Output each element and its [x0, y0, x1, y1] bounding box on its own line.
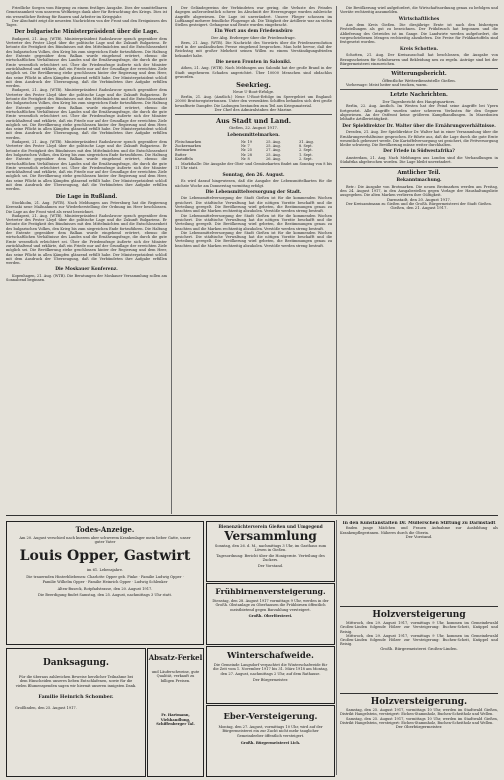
- headline: Der Spieldirektor Dr. Walter über die Ernährungsverhältnisse.: [342, 123, 496, 129]
- article-text: Dresden, 21. Aug. Der Spieldirektor Dr. Walter hat in einer Versammlung über die Ernährungsverhältnisse gesprochen. Er führte aus, daß die Lage durch die gute Ernte wesentlich gebessert werde. Die Kartoffelversorgung sei gesichert, die Fettversorgung bleibe schwierig. Die Bevölkerung müsse weiter durchhalten.: [340, 130, 498, 148]
- pasture-title: Winterschafweide.: [227, 650, 314, 660]
- mourners: Die trauernden Hinterbliebenen: Charlotte Opper geb. Finke · Familie Ludwig Opper · Familie Wilhelm Opper · Familie Heinrich Opper · Ludwig Schlenker: [26, 575, 184, 584]
- wood-auction-title: Holzversteigerung: [372, 610, 466, 620]
- table-cell: Nr. 7: [240, 143, 250, 148]
- wood-auction-ad-1: [340, 606, 498, 691]
- headline: Die Lage in Rußland.: [55, 193, 118, 200]
- thanks-signature: Familie Heinrich Schomber.: [38, 694, 114, 701]
- headline: Ein Wort aus dem Friedensbüro: [214, 29, 293, 35]
- column-1: [6, 6, 167, 514]
- article-text: Betr.: Die Ausgabe von Brotmarken. Die neuen Brotmarken werden am Freitag, den 24. August 1917, in den Ausgabestellen gegen Vorlage der Haushaltungsliste ausgegeben. Die alten Marken verlieren ihre Gültigkeit.: [340, 184, 498, 198]
- divider: [175, 114, 332, 115]
- wood-auction-text: Samstag, den 25. August 1917, vormittags 10 Uhr, werden im Stadtwald Gießen, Distrikt Hangelstein, versteigert: Eichen-Stammholz, Buchen-Scheitholz und Wellen.: [340, 716, 498, 725]
- column-2: [175, 6, 332, 514]
- meeting-title: Versammlung: [224, 529, 317, 543]
- headline: Letzte Nachrichten.: [390, 92, 448, 99]
- piglet-ad-title: Absatz-Ferkel: [148, 653, 203, 662]
- meeting-signature: Der Vorstand.: [257, 563, 284, 568]
- dateline: Gießen, 22. August 1917.: [229, 125, 278, 131]
- subheadline: Der Tagesbericht des Hauptquartiers.: [382, 98, 456, 104]
- article-text: Budapest, 21. Aug. (WTB). Ministerpräsident Radoslawow sprach gegenüber dem Vertreter des Pester Lloyd über die politische Lage und die Zukunft Bulgariens. Er betonte die Festigkeit des Bündnisses mit den Mittelmächten und die Entschlossenheit des bulgarischen Volkes, den Krieg bis zum siegreichen Ende fortzuführen. Die Haltung der Entente gegenüber dem Balkan wurde eingehend erörtert, ebenso die wirtschaftlichen Verhältnisse des Landes und die Ernährungsfrage, die durch die gute Ernte wesentlich erleichtert sei. Über die Friedensfrage äußerte sich der Minister zurückhaltend und erklärte, daß ein Friede nur auf der Grundlage der erreichten Ziele möglich sei. Die Bevölkerung stehe geschlossen hinter der Regierung und dem Heer, das seine Pflicht in allen Kämpfen glänzend erfüllt habe. Der Ministerpräsident schloß mit dem Ausdruck der Überzeugung, daß die Verbündeten ihre Aufgabe erfüllen werden.: [6, 213, 167, 266]
- article-text: Die Lebensmittelversorgung der Stadt Gießen ist für die kommenden Wochen gesichert. Die städtische Verwaltung hat die nötigen Vorräte beschafft und die Verteilung geregelt. Die Bevölkerung wird gebeten, die Bestimmungen genau zu beachten und die Marken rechtzeitig abzuholen. Verstöße werden streng bestraft.: [175, 230, 332, 248]
- headline: Wirtschaftliches: [398, 16, 440, 22]
- table-cell: Butter: [175, 152, 187, 157]
- pear-auction-ad: [206, 583, 335, 645]
- deceased-name: Louis Opper, Gastwirt: [19, 547, 191, 564]
- table-row: [175, 157, 332, 161]
- divider: [340, 68, 498, 69]
- boar-auction-text: Montag, den 27. August, vormittags 10 Uhr, wird auf der Bürgermeisterei ein zur Zucht nicht mehr tauglicher Gemeindeeber öffentlich versteigert.: [218, 725, 323, 738]
- article-text: Kopenhagen, 21. Aug. (WTB). Die Beratungen der Moskauer Versammlung sollen am Sonnabend beginnen.: [6, 274, 167, 283]
- pasture-signature: Der Bürgermeister.: [252, 678, 289, 683]
- headline: Amtlicher Teil.: [397, 169, 441, 176]
- headline: Kreis Schotten.: [399, 46, 439, 52]
- column-rule: [336, 6, 337, 514]
- pasture-text: Die Gemeinde Langsdorf verpachtet die Winterschafweide für die Zeit vom 1. November 1917 bis 31. März 1918 am Montag, den 27. August, nachmittags 2 Uhr, auf dem Rathause.: [213, 663, 328, 676]
- article-text: Athen, 21. Aug. (WTB). Nach Meldungen aus Saloniki hat der große Brand in der Stadt ungeheuren Schaden angerichtet. Über 10000 Menschen sind obdachlos geworden.: [175, 66, 332, 80]
- thanks-notice: [6, 648, 146, 777]
- death-notice-title: Todes-Anzeige.: [75, 525, 135, 534]
- article-text: Budapest, 21. Aug. (WTB). Ministerpräsident Radoslawow sprach gegenüber dem Vertreter des Pester Lloyd über die politische Lage und die Zukunft Bulgariens. Er betonte die Festigkeit des Bündnisses mit den Mittelmächten und die Entschlossenheit des bulgarischen Volkes, den Krieg bis zum siegreichen Ende fortzuführen. Die Haltung der Entente gegenüber dem Balkan wurde eingehend erörtert, ebenso die wirtschaftlichen Verhältnisse des Landes und die Ernährungsfrage, die durch die gute Ernte wesentlich erleichtert sei. Über die Friedensfrage äußerte sich der Minister zurückhaltend und erklärte, daß ein Friede nur auf der Grundlage der erreichten Ziele möglich sei. Die Bevölkerung stehe geschlossen hinter der Regierung und dem Heer, das seine Pflicht in allen Kämpfen glänzend erfüllt habe. Der Ministerpräsident schloß mit dem Ausdruck der Überzeugung, daß die Verbündeten ihre Aufgabe erfüllen werden.: [6, 140, 167, 192]
- article-text: Die Lebensmittelversorgung der Stadt Gießen ist für die kommenden Wochen gesichert. Die städtische Verwaltung hat die nötigen Vorräte beschafft und die Verteilung geregelt. Die Bevölkerung wird gebeten, die Bestimmungen genau zu beachten und die Marken rechtzeitig abzuholen. Verstöße werden streng bestraft.: [175, 213, 332, 231]
- table-cell: Kartoffeln: [175, 156, 193, 161]
- wood-auction-text: Samstag, den 25. August 1917, vormittags 10 Uhr, werden im Stadtwald Gießen, Distrikt Hangelstein, versteigert: Eichen-Stammholz, Buchen-Scheitholz und Wellen.: [340, 708, 498, 717]
- article-text: Aus dem Kreis Gießen. Die diesjährige Ernte ist nach den bisherigen Feststellungen als gut zu bezeichnen. Der Frühdrusch hat begonnen und die Ablieferung des Getreides ist im Gange. Die Landwirte werden aufgefordert, die vorgeschriebenen Mengen rechtzeitig abzuliefern. Die Preise für Frühkartoffeln sind festgesetzt worden.: [340, 23, 498, 45]
- table-cell: 25. Aug.: [266, 139, 281, 144]
- pear-auction-title: Frühbirnenversteigerung.: [215, 587, 326, 596]
- wood-auction-signature: Großh. Bürgermeisterei Großen-Linden.: [380, 645, 458, 651]
- table-cell: 26. Aug.: [266, 156, 281, 161]
- piglet-ad: [147, 648, 204, 777]
- foundation-notice: [340, 521, 498, 601]
- death-notice-place: Alten-Buseck, Rotpfadstrasse, den 20. August 1917.: [57, 587, 153, 592]
- table-cell: Zuckermarken: [175, 143, 202, 148]
- table-cell: Nr. 8: [240, 156, 250, 161]
- headline: Die Moskauer Konferenz.: [55, 267, 118, 273]
- section-divider: [6, 515, 498, 516]
- article-text: Bern, 21. Aug. (WTB). Die Nachricht des Vorwärts über die Friedensresolution wird in der ausländischen Presse eingehend besprochen. Man hebt hervor, daß der Reichstag mit großer Mehrheit seinen Willen zu einem Verständigungsfrieden bekundet habe.: [175, 40, 332, 58]
- boar-auction-signature: Großh. Bürgermeisterei Lich.: [240, 741, 301, 746]
- article-text: Budapest, 21. Aug. (WTB). Ministerpräsident Radoslawow sprach gegenüber dem Vertreter des Pester Lloyd über die politische Lage und die Zukunft Bulgariens. Er betonte die Festigkeit des Bündnisses mit den Mittelmächten und die Entschlossenheit des bulgarischen Volkes, den Krieg bis zum siegreichen Ende fortzuführen. Die Haltung der Entente gegenüber dem Balkan wurde eingehend erörtert, ebenso die wirtschaftlichen Verhältnisse des Landes und die Ernährungsfrage, die durch die gute Ernte wesentlich erleichtert sei. Über die Friedensfrage äußerte sich der Minister zurückhaltend und erklärte, daß ein Friede nur auf der Grundlage der erreichten Ziele möglich sei. Die Bevölkerung stehe geschlossen hinter der Regierung und dem Heer, das seine Pflicht in allen Kämpfen glänzend erfüllt habe. Der Ministerpräsident schloß mit dem Ausdruck der Überzeugung, daß die Verbündeten ihre Aufgabe erfüllen werden.: [6, 36, 167, 89]
- article-text: Friedliche Sorgen vom Bürgeng zu einem festliges Ausgabe. Dies der unmittelbaren Gemeinsamkeit vom unserem Weltkriegs dank aber für Betrachtung des Kriegs. Dies ist ein wesentlicher Beitrag für Bauern und Arbeiter im Kriegsjahr.: [6, 6, 167, 19]
- headline: Aus Stadt und Land.: [215, 117, 292, 126]
- article-text: Vorhersage: Meist heiter und trocken, warm.: [346, 83, 428, 88]
- column-3: [340, 6, 498, 514]
- wood-auction-title: Holzversteigerung.: [370, 697, 468, 707]
- foundation-text: finden junge Mädchen und Frauen Aufnahme zur Ausbildung als Krankenpflegerinnen. Näheres durch die Oberin.: [340, 526, 498, 535]
- boar-auction-title: Eber-Versteigerung.: [223, 711, 318, 721]
- headline: Sonntag, den 26. August.: [222, 172, 285, 178]
- death-notice: [6, 521, 204, 645]
- byline: Der Chef des Admiralstabes der Marine.: [214, 106, 293, 112]
- table-cell: 25. Aug.: [266, 152, 281, 157]
- headline: Der Friede in Südwestafrika?: [383, 149, 455, 155]
- table-cell: Nr. 25: [240, 148, 252, 153]
- wood-auction-text: Mittwoch, den 29. August 1917, vormittags 9 Uhr, kommen im Gemeindewald Großen-Linden folgende Hölzer zur Versteigerung: Buchen-Scheit, Knüppel und Reisig.: [340, 633, 498, 647]
- thanks-title: Danksagung.: [42, 658, 110, 668]
- table-cell: Fleischmarken: [175, 139, 202, 144]
- article-text: Amsterdam, 21. Aug. Nach Meldungen aus London sind die Verhandlungen in Südafrika abgebrochen worden. Die Lage bleibt unverändert.: [340, 156, 498, 165]
- foundation-title: In den Kunstanstalten Dr. Müllerschen Stiftung zu Darmstadt: [342, 521, 496, 526]
- article-text: Es wird darauf hingewiesen, daß die Ausgabe der Lebensmittelkarten für die nächste Woche am Donnerstag vormittag erfolgt.: [175, 179, 332, 188]
- article-text: Stockholm, 21. Aug. (WTB). Nach Meldungen aus Petersburg hat die Regierung Kerenski neue Maßnahmen zur Wiederherstellung der Ordnung im Heer beschlossen. Die Lage an der Front wird als ernst bezeichnet.: [6, 200, 167, 214]
- article-text: Die Bevölkerung wird aufgefordert, die Wirtschaftsordnung genau zu befolgen und Vorräte rechtzeitig anzumelden.: [340, 6, 498, 15]
- table-cell: 31. Aug.: [299, 139, 314, 144]
- article-text: Berlin, 22. Aug. Amtlich. Im Westen hat der Feind seine Angriffe bei Ypern fortgesetzt. Alle Angriffe wurden unter schweren Verlusten für den Gegner abgewiesen. An der Ostfront keine größeren Kampfhandlungen. In Mazedonien lebhafte Artillerietätigkeit.: [340, 104, 498, 122]
- table-cell: 2. Sept.: [299, 148, 313, 153]
- deceased-age: im 61. Lebensjahre.: [86, 567, 124, 572]
- wood-auction-text: Mittwoch, den 29. August 1917, vormittags 9 Uhr, kommen im Gemeindewald Großen-Linden folgende Hölzer zur Versteigerung: Buchen-Scheit, Knüppel und Reisig.: [340, 621, 498, 634]
- article-text: Schotten, 21. Aug. Der Kreisausschuß hat beschlossen, die Ausgabe von Bezugsscheinen für Schuhwaren und Bekleidung neu zu regeln. Anträge sind bei der Bürgermeisterei einzureichen.: [340, 53, 498, 66]
- table-cell: Nr. 28: [240, 152, 252, 157]
- piglet-ad-signature: Fr. Hartmann, Viehhandlung, Schiffenberger Tal.: [156, 713, 195, 727]
- foundation-signature: Der Vorstand.: [405, 534, 433, 539]
- ration-table: [175, 140, 332, 161]
- pasture-ad: [206, 646, 335, 704]
- headline: Witterungsbericht.: [391, 71, 447, 78]
- subheadline: Der Abg. Erzberger über die Friedensfrage.: [211, 35, 296, 41]
- table-cell: 25. Aug.: [266, 143, 281, 148]
- table-cell: 27. Aug.: [266, 148, 281, 153]
- meeting-agenda: Tagesordnung: Bericht über die Honigernte. Verteilung des Zuckers.: [216, 553, 325, 563]
- thanks-place: Großlinden, den 25. August 1917.: [15, 706, 77, 711]
- headline: Der bulgarische Ministerpräsident über die Lage.: [14, 29, 159, 36]
- subheadline: Neue U-Boot-Erfolge.: [232, 89, 275, 95]
- table-cell: 8. Sept.: [299, 143, 313, 148]
- boar-auction-ad: [206, 705, 335, 777]
- headline: Lebensmittelmarken.: [227, 133, 280, 139]
- article-text: Markthalle: Die Ausgabe der Obst- und Gemüsekarten findet am Sonntag von 8 bis 11 Uhr statt.: [175, 162, 332, 171]
- signature: Gießen, den 21. August 1917.: [390, 205, 448, 211]
- pear-auction-text: Dienstag, den 28. August 1917 vormittags 9 Uhr, werden in der Großh. Obstanlage zu Oberhausen die Frühbirnen öffentlich meistbietend gegen Barzahlung versteigert.: [212, 599, 329, 612]
- column-rule: [336, 520, 337, 775]
- article-text: Der Geländegewinn der Verbündeten war gering, die Verluste des Feindes dagegen außerordentlich schwer. Im Abschnitt der Heeresgruppe wurden zahlreiche Angriffe abgewiesen. Die Lage ist unverändert. Unsere Flieger schossen im Luftkampf mehrere feindliche Flugzeuge ab. Die Tätigkeit der Artillerie war an vielen Stellen gesteigert. Gefangene und Beute wurden eingebracht.: [175, 6, 332, 28]
- article-text: Der Abschnitt zeigt die neuesten Nachrichten von der Front und den Ereignissen des Tages.: [6, 18, 167, 28]
- table-cell: 2. Sept.: [299, 156, 313, 161]
- article-text: Budapest, 21. Aug. (WTB). Ministerpräsident Radoslawow sprach gegenüber dem Vertreter des Pester Lloyd über die politische Lage und die Zukunft Bulgariens. Er betonte die Festigkeit des Bündnisses mit den Mittelmächten und die Entschlossenheit des bulgarischen Volkes, den Krieg bis zum siegreichen Ende fortzuführen. Die Haltung der Entente gegenüber dem Balkan wurde eingehend erörtert, ebenso die wirtschaftlichen Verhältnisse des Landes und die Ernährungsfrage, die durch die gute Ernte wesentlich erleichtert sei. Über die Friedensfrage äußerte sich der Minister zurückhaltend und erklärte, daß ein Friede nur auf der Grundlage der erreichten Ziele möglich sei. Die Bevölkerung stehe geschlossen hinter der Regierung und dem Heer, das seine Pflicht in allen Kämpfen glänzend erfüllt habe. Der Ministerpräsident schloß mit dem Ausdruck der Überzeugung, daß die Verbündeten ihre Aufgabe erfüllen werden.: [6, 88, 167, 140]
- meeting-org: Bienenzüchterverein Gießen und Umgegend: [218, 524, 323, 529]
- headline: Seekrieg.: [236, 81, 271, 90]
- thanks-text: Für die überaus zahlreichen Beweise herzlicher Teilnahme bei dem Hinscheiden unseres lieben Entschlafenen, sowie für die vielen Blumenspenden sagen wir hiermit unseren innigsten Dank.: [15, 675, 137, 688]
- table-cell: 1. Sept.: [299, 152, 313, 157]
- column-rule: [171, 6, 172, 514]
- article-text: Der Kreisamtmann zu Gießen und die Großh. Bürgermeisterei der Stadt Gießen.: [346, 202, 492, 207]
- piglet-ad-text: und Läuferschweine, gute Qualität, verkauft zu billigen Preisen.: [151, 670, 200, 683]
- headline: Die neuen Fronten in Saloniki.: [215, 59, 292, 65]
- death-notice-text: Am 20. August verschied nach kurzem aber schwerem Krankenlager mein lieber Gatte, unser guter Vater: [19, 536, 191, 545]
- table-cell: Nr. 19: [240, 139, 252, 144]
- wood-auction-signature: Der Oberbürgermeister.: [395, 724, 443, 730]
- headline: Bekanntmachung.: [396, 178, 442, 184]
- article-text: Die Lebensmittelversorgung der Stadt Gießen ist für die kommenden Wochen gesichert. Die städtische Verwaltung hat die nötigen Vorräte beschafft und die Verteilung geregelt. Die Bevölkerung wird gebeten, die Bestimmungen genau zu beachten und die Marken rechtzeitig abzuholen. Verstöße werden streng bestraft.: [175, 196, 332, 214]
- funeral-info: Die Beerdigung findet Samstag, den 25. August, nachmittags 3 Uhr statt.: [37, 593, 173, 598]
- article-text: Berlin, 21. Aug. (Amtlich.) Neue U-Boot-Erfolge im Sperrgebiet um England: 20000 Bruttoregistertonnen. Unter den versenkten Schiffen befanden sich drei große bewaffnete Dampfer. Die Ladungen bestanden zum Teil aus Kriegsmaterial.: [175, 94, 332, 108]
- subheadline: Öffentliche Wetterdienststelle Gießen.: [382, 77, 456, 83]
- signature: Darmstadt, den 20. August 1917.: [386, 196, 452, 202]
- wood-auction-ad-2: [340, 693, 498, 776]
- table-cell: Brotmarken: [175, 148, 197, 153]
- meeting-text: Sonntag, den 26. d. M., nachmittags 3 Uhr, im Gasthaus zum Löwen in Gießen.: [214, 544, 327, 553]
- divider: [340, 167, 498, 168]
- pear-auction-signature: Großh. Oberförsterei.: [248, 614, 293, 619]
- meeting-ad: [206, 521, 335, 582]
- divider: [340, 89, 498, 90]
- headline: Die Lebensmittelversorgung der Stadt.: [205, 189, 302, 195]
